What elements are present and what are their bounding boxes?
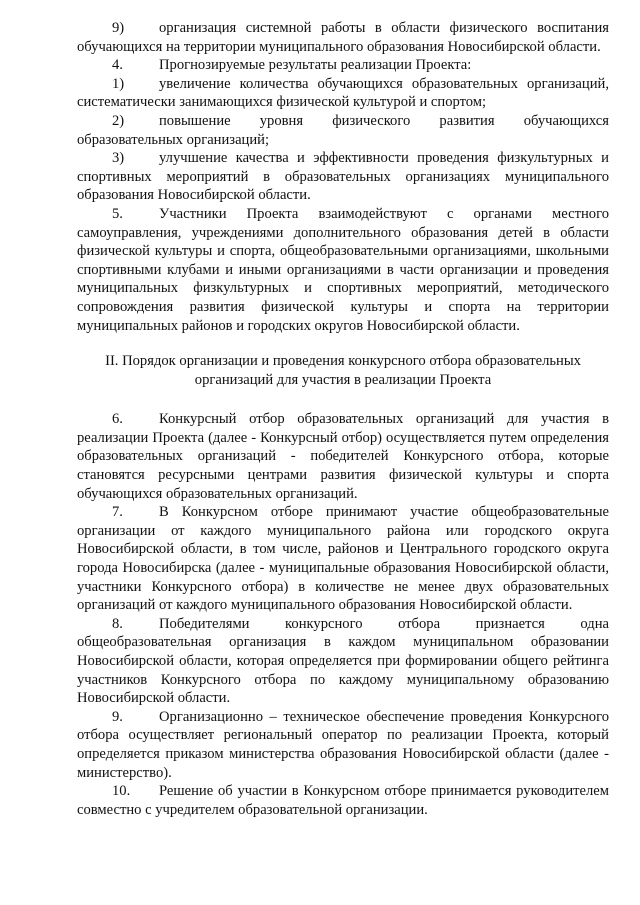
paragraph-text: улучшение качества и эффективности проведения физкультурных и спортивных мероприятий в образовательных организациях муниципального образования Новосибирской области.	[77, 150, 609, 204]
paragraph	[77, 75, 609, 112]
paragraph-text: повышение уровня физического развития обучающихся образовательных организаций;	[77, 112, 609, 148]
section-heading-line: II. Порядок организации и проведения конкурсного отбора образовательных	[105, 353, 581, 370]
paragraph-text: увеличение количества обучающихся образовательных организаций, систематически занимающихся физической культурой и спортом;	[77, 75, 609, 111]
item-number: 8.	[112, 615, 123, 632]
paragraph-text: Участники Проекта взаимодействуют с органами местного самоуправления, учреждениями дополнительного образования детей в области физической культуры и спорта, общеобразовательными организациями, школьными спортивными клубами и иными организациями в части организации и проведения муниципальных физкультурных и спортивных мероприятий, методического сопровождения развития физической культуры и спорта на территории муниципальных районов и городских округов Новосибирской области.	[77, 205, 609, 334]
paragraph	[77, 112, 609, 149]
paragraph	[77, 19, 609, 56]
item-number: 6.	[112, 411, 123, 428]
item-number: 3)	[112, 150, 125, 167]
item-number: 10.	[112, 783, 131, 800]
item-number: 9.	[112, 708, 123, 725]
paragraph	[77, 205, 609, 335]
paragraph-text: Конкурсный отбор образовательных организаций для участия в реализации Проекта (далее - Конкурсный отбор) осуществляется путем определения образовательных организаций - победителей Конкурсного отбора, которые становятся ресурсными центрами развития физической культуры и спорта обучающихся образовательных организаций.	[77, 411, 609, 502]
paragraph-text: Прогнозируемые результаты реализации Проекта:	[159, 57, 472, 74]
paragraph-text: Организационно – техническое обеспечение проведения Конкурсного отбора осуществляет региональный оператор по реализации Проекта, который определяется приказом министерства образования Новосибирской области (далее - министерство).	[77, 708, 609, 781]
paragraph	[77, 503, 609, 615]
paragraph	[77, 708, 609, 782]
item-number: 1)	[112, 75, 125, 92]
paragraph	[77, 56, 609, 75]
section-heading	[77, 352, 609, 389]
paragraph	[77, 410, 609, 503]
paragraph-text: Решение об участии в Конкурсном отборе принимается руководителем совместно с учредителем образовательной организации.	[77, 783, 609, 818]
item-number: 7.	[112, 504, 123, 521]
section-heading-line: организаций для участия в реализации Проекта	[194, 371, 492, 388]
paragraph-text: В Конкурсном отборе принимают участие общеобразовательные организации от каждого муниципального района или городского округа Новосибирской области, в том числе, районов и Центрального городского округа города Новосибирска (далее - муниципальные образования Новосибирской области, участники Конкурсного отбора) в количестве не менее двух образовательных организаций от каждого муниципального образования Новосибирской области.	[77, 504, 609, 614]
item-number: 5.	[112, 205, 123, 222]
item-number: 4.	[112, 57, 123, 74]
paragraph	[77, 782, 609, 819]
paragraph-text: Победителями конкурсного отбора признается одна общеобразовательная организация в каждом муниципальном образовании Новосибирской области, которая определяется при формировании общего рейтинга участников Конкурсного отбора по каждому муниципальному образованию Новосибирской области.	[77, 615, 609, 707]
item-number: 2)	[112, 112, 125, 129]
paragraph	[77, 149, 609, 205]
paragraph-text: организация системной работы в области физического воспитания обучающихся на территории муниципального образования Новосибирской области.	[77, 20, 609, 55]
item-number: 9)	[112, 20, 125, 36]
paragraph	[77, 615, 609, 708]
document-page	[77, 19, 609, 819]
